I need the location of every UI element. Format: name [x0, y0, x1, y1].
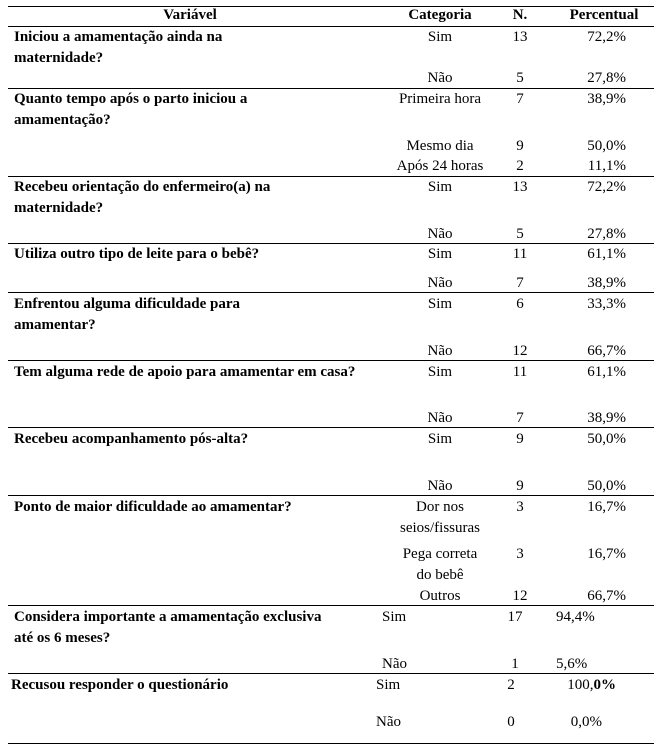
- category-cell: Sim: [427, 431, 453, 447]
- n-cell: 7: [516, 410, 524, 426]
- percent-value-regular: 100,: [567, 677, 594, 693]
- row-separator: [8, 292, 654, 293]
- percent-cell: 38,9%: [587, 91, 626, 107]
- category-cell: Não: [427, 226, 453, 242]
- n-cell: 11: [512, 364, 528, 380]
- variable-label: Recusou responder o questionário: [11, 677, 229, 693]
- percent-cell: 16,7%: [587, 499, 626, 515]
- category-cell: Após 24 horas: [396, 158, 484, 174]
- variable-label: Ponto de maior dificuldade ao amamentar?: [14, 499, 292, 515]
- row-separator: [8, 360, 654, 361]
- percent-cell: 61,1%: [587, 246, 626, 262]
- table-bottom-rule: [8, 743, 654, 744]
- n-cell: 5: [516, 226, 524, 242]
- n-cell: 3: [516, 499, 524, 515]
- n-cell: 9: [516, 478, 524, 494]
- row-separator: [8, 427, 654, 428]
- category-cell: Sim: [427, 364, 453, 380]
- n-cell: 6: [516, 296, 524, 312]
- percent-cell: 50,0%: [587, 478, 626, 494]
- percent-value-bold: 0%: [593, 677, 616, 693]
- row-separator: [8, 673, 654, 674]
- category-cell: Sim: [382, 609, 407, 625]
- n-cell: 7: [516, 91, 524, 107]
- percent-cell: 38,9%: [587, 275, 626, 291]
- percent-cell: 27,8%: [587, 70, 626, 86]
- category-cell: Não: [427, 70, 453, 86]
- n-cell: 2: [516, 158, 524, 174]
- col-header-categoria: Categoria: [408, 7, 472, 23]
- n-cell: 5: [516, 70, 524, 86]
- variable-label: Recebeu orientação do enfermeiro(a) na maternidade?: [14, 179, 271, 216]
- percent-cell: 5,6%: [556, 656, 588, 672]
- category-cell: Sim: [376, 677, 401, 693]
- percent-cell: 72,2%: [587, 179, 626, 195]
- percent-cell: 16,7%: [587, 546, 626, 562]
- percent-cell: 66,7%: [587, 343, 626, 359]
- variable-label: Recebeu acompanhamento pós-alta?: [14, 431, 249, 447]
- n-cell: 0: [507, 714, 515, 730]
- category-cell: Não: [427, 410, 453, 426]
- n-cell: 1: [511, 656, 519, 672]
- variable-label: Iniciou a amamentação ainda na maternidade?: [14, 29, 223, 66]
- n-cell: 12: [512, 588, 528, 604]
- n-cell: 13: [512, 179, 528, 195]
- percent-cell: 61,1%: [587, 364, 626, 380]
- percent-cell: 66,7%: [587, 588, 626, 604]
- variable-label: Tem alguma rede de apoio para amamentar em casa?: [14, 364, 356, 380]
- category-cell: Sim: [427, 246, 453, 262]
- category-cell: Não: [427, 275, 453, 291]
- variable-label: Considera importante a amamentação exclusiva até os 6 meses?: [14, 609, 322, 646]
- category-cell: Mesmo dia: [406, 138, 474, 154]
- col-header-n: N.: [512, 7, 528, 23]
- col-header-variavel: Variável: [163, 7, 217, 23]
- variable-label: Utiliza outro tipo de leite para o bebê?: [14, 246, 260, 262]
- variable-label: Enfrentou alguma dificuldade para amamentar?: [14, 296, 241, 333]
- n-cell: 17: [507, 609, 523, 625]
- category-cell: Não: [382, 656, 407, 672]
- percent-cell: 94,4%: [556, 609, 595, 625]
- percent-cell: 33,3%: [587, 296, 626, 312]
- n-cell: 7: [516, 275, 524, 291]
- percent-cell: 38,9%: [587, 410, 626, 426]
- percent-cell: 0,0%: [570, 714, 602, 730]
- category-cell: Primeira hora: [398, 91, 482, 107]
- category-cell: Outros: [419, 588, 461, 604]
- category-cell: Sim: [427, 179, 453, 195]
- category-cell: Dor nos seios/fissuras: [400, 499, 480, 536]
- percent-cell: 50,0%: [587, 138, 626, 154]
- variable-label: Quanto tempo após o parto iniciou a amamentação?: [14, 91, 248, 128]
- percent-cell: [540, 675, 616, 696]
- n-cell: 2: [507, 677, 515, 693]
- n-cell: 9: [516, 431, 524, 447]
- category-cell: Sim: [427, 296, 453, 312]
- percent-cell: 72,2%: [587, 29, 626, 45]
- percent-cell: 27,8%: [587, 226, 626, 242]
- n-cell: 9: [516, 138, 524, 154]
- percent-cell: 50,0%: [587, 431, 626, 447]
- n-cell: 13: [512, 29, 528, 45]
- category-cell: Não: [376, 714, 401, 730]
- n-cell: 12: [512, 343, 528, 359]
- row-separator: [8, 495, 654, 496]
- n-cell: 11: [512, 246, 528, 262]
- category-cell: Sim: [427, 29, 453, 45]
- category-cell: Não: [427, 478, 453, 494]
- col-header-percentual: Percentual: [569, 7, 639, 23]
- percent-cell: 11,1%: [587, 158, 626, 174]
- category-cell: Pega correta do bebê: [402, 546, 478, 583]
- row-separator: [8, 605, 654, 606]
- category-cell: Não: [427, 343, 453, 359]
- n-cell: 3: [516, 546, 524, 562]
